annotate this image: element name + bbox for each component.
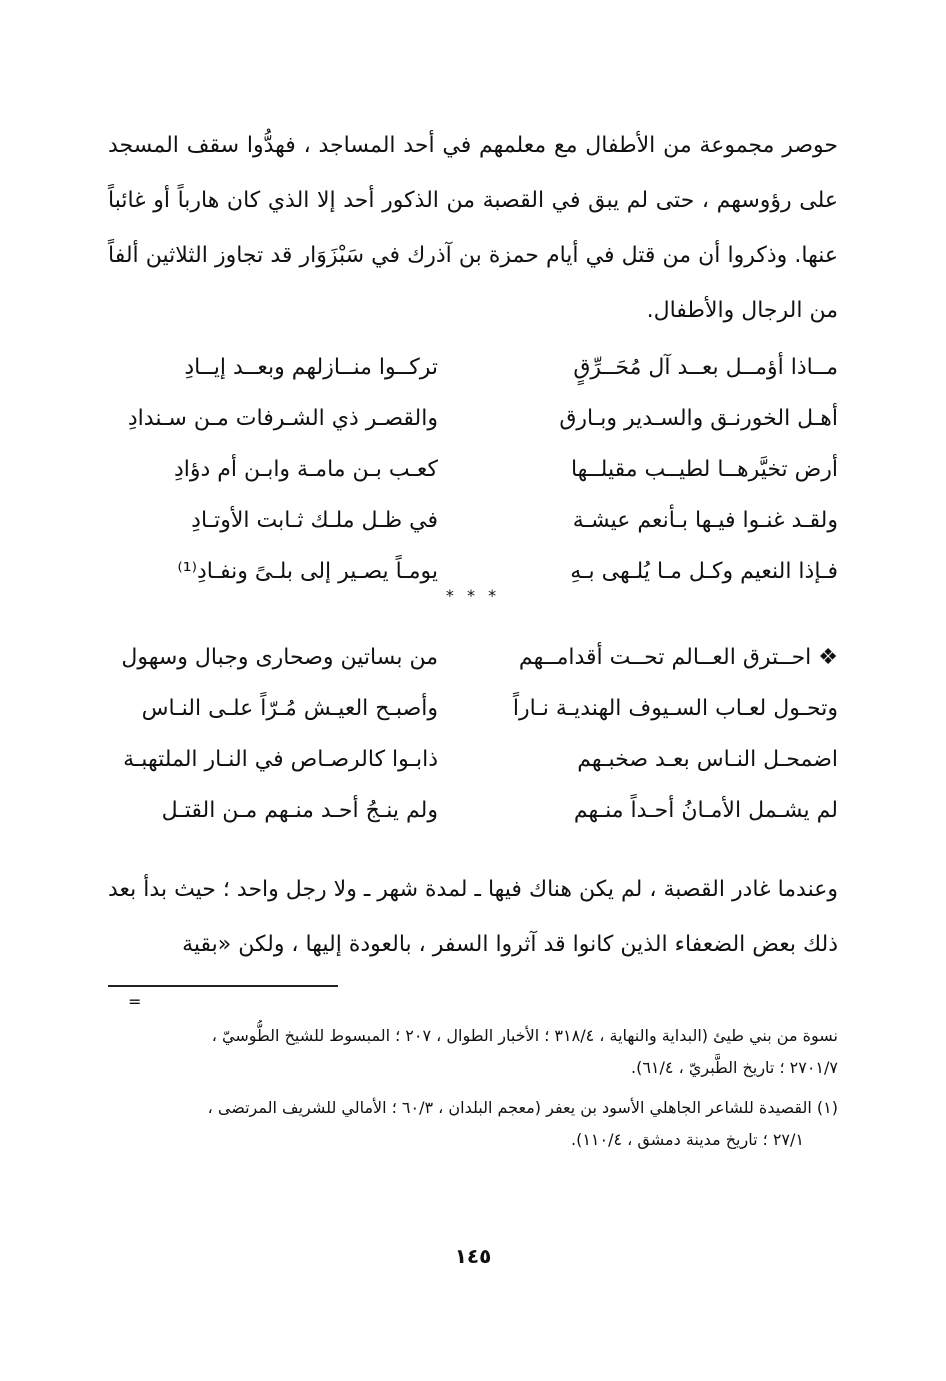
verse-first-hemistich: فـإذا النعيم وكـل مـا يُلـهى بـهِ	[570, 559, 838, 584]
verse-row	[108, 444, 838, 495]
verse-first-hemistich: أهـل الخورنـق والسـدير وبـارق	[559, 406, 838, 431]
verse-second-hemistich: ولم ينـجُ أحـد منـهم مـن القتـل	[161, 798, 438, 823]
footnote-line: ٢٧/١ ؛ تاريخ مدينة دمشق ، ١١٠/٤).	[570, 1130, 804, 1149]
verse-first-hemistich: ❖ احــترق العــالم تحــت أقدامــهم	[518, 645, 838, 670]
footnotes	[108, 1020, 838, 1164]
verse-row	[108, 393, 838, 444]
verse-row	[108, 734, 838, 785]
footnote-line: (١) القصيدة للشاعر الجاهلي الأسود بن يعفر (معجم البلدان ، ٦٠/٣ ؛ الأمالي للشريف المرتضى ،	[207, 1098, 838, 1117]
verse-row	[108, 683, 838, 734]
verse-row	[108, 632, 838, 683]
verse-first-hemistich: مــاذا أؤمــل بعــد آل مُحَــرِّقٍ	[573, 355, 838, 380]
verse-second-hemistich: في ظـل ملـك ثـابت الأوتـادِ	[191, 508, 438, 533]
poem-1	[108, 342, 838, 597]
verse-first-hemistich: اضمحـل النـاس بعـد صخبـهم	[577, 747, 838, 772]
verse-first-hemistich: وتحـول لعـاب السـيوف الهنديـة نـاراً	[512, 696, 838, 721]
body-paragraph-2: وعندما غادر القصبة ، لم يكن هناك فيها ـ لمدة شهر ـ ولا رجل واحد ؛ حيث بدأ بعد ذلك بعض الضعفاء الذين كانوا قد آثروا السفر ، بالعودة إليها ، ولكن «بقية	[108, 877, 838, 957]
body-paragraph-1: حوصر مجموعة من الأطفال مع معلمهم في أحد المساجد ، فهدُّوا سقف المسجد على رؤوسهم ، حتى لم يبق في القصبة من الذكور أحد إلا الذي كان هارباً أو غائباً عنها. وذكروا أن من قتل في أيام حمزة بن آذرك في سَبْزَوَار قد تجاوز الثلاثين ألفاً من الرجال والأطفال.	[108, 133, 838, 323]
page-number: ١٤٥	[454, 1244, 492, 1268]
footnote-1	[108, 1092, 838, 1156]
verse-second-hemistich: تركــوا منــازلهم وبعــد إيــادِ	[184, 355, 438, 380]
verse-row	[108, 342, 838, 393]
verse-first-hemistich: ولقـد غنـوا فيـها بـأنعم عيشـة	[572, 508, 838, 533]
verse-second-hemistich: وأصبـح العيـش مُـرّاً علـى النـاس	[141, 696, 438, 721]
footnote-line: نسوة من بني طيئ (البداية والنهاية ، ٣١٨/٤ ؛ الأخبار الطوال ، ٢٠٧ ؛ المبسوط للشيخ الطُّوسيّ ،	[211, 1026, 838, 1045]
verse-second-hemistich: من بساتين وصحارى وجبال وسهول	[121, 645, 438, 670]
verse-first-hemistich: أرض تخيَّرهــا لطيــب مقيلــها	[570, 457, 838, 482]
verse-second-hemistich: والقصـر ذي الشـرفات مـن سـندادِ	[127, 406, 438, 431]
poem-2	[108, 632, 838, 836]
section-separator: * * *	[445, 586, 501, 605]
footnote-continuation-mark: =	[128, 992, 142, 1011]
footnote-line: ٢٧٠١/٧ ؛ تاريخ الطَّبريّ ، ٦١/٤).	[631, 1058, 838, 1077]
verse-second-hemistich: كعـب بـن مامـة وابـن أم دؤادِ	[173, 457, 438, 482]
verse-row	[108, 785, 838, 836]
verse-row	[108, 495, 838, 546]
verse-second-hemistich: يومـاً يصـير إلى بلـىً ونفـادِ⁽¹⁾	[177, 559, 438, 584]
footnote-continued	[108, 1020, 838, 1084]
verse-second-hemistich: ذابـوا كالرصـاص في النـار الملتهبـة	[123, 747, 438, 772]
footnote-divider	[108, 985, 338, 987]
verse-first-hemistich: لم يشـمل الأمـانُ أحـداً منـهم	[573, 798, 838, 823]
